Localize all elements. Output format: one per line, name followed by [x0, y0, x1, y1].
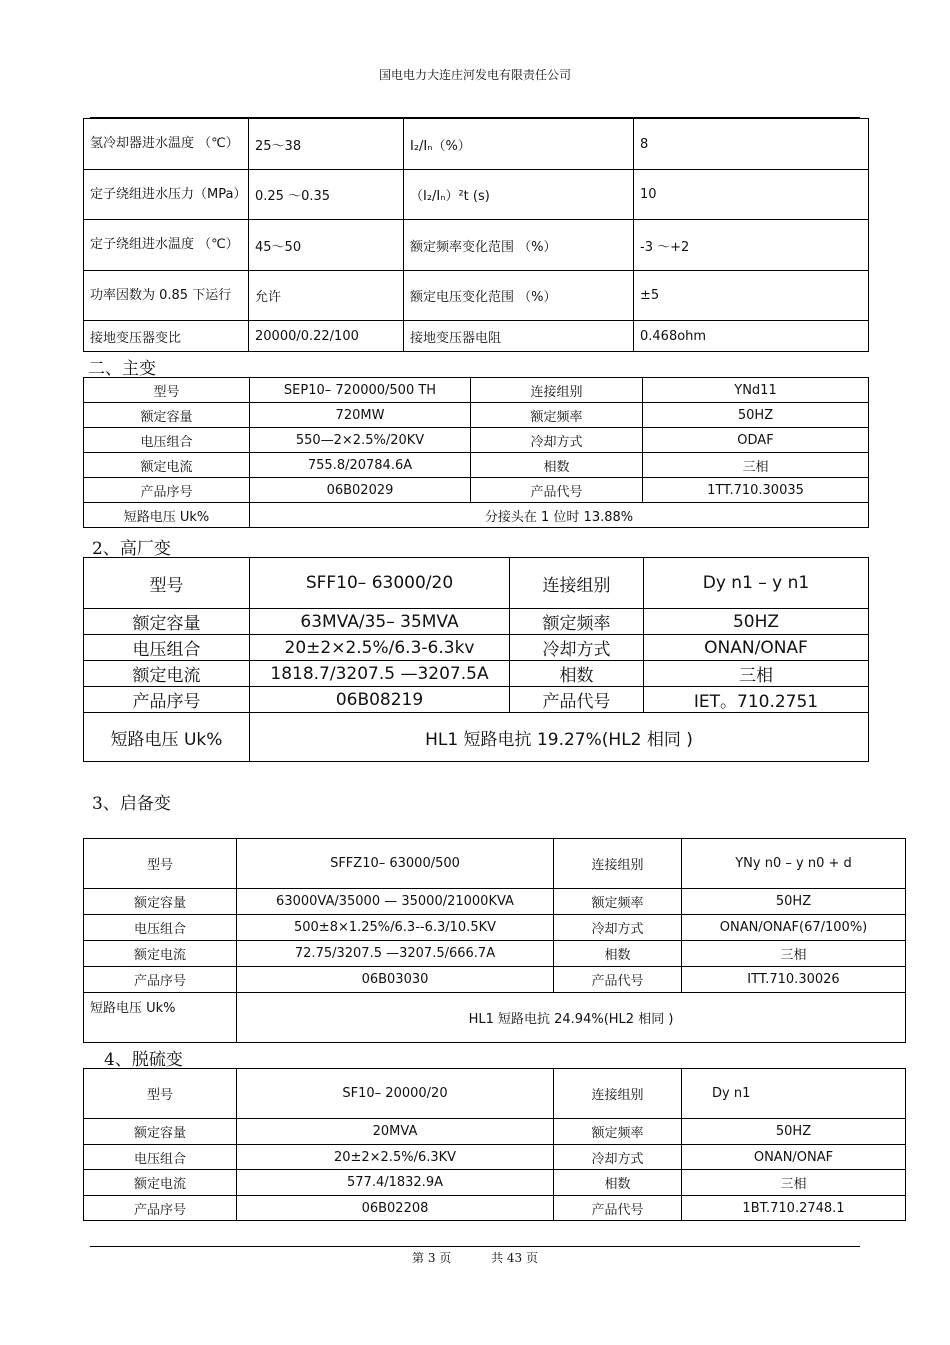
cell: 额定电流 — [84, 941, 237, 967]
table-row — [84, 403, 869, 428]
table-row — [84, 271, 869, 321]
table-row — [84, 661, 869, 687]
desulfurization-transformer-table — [83, 1068, 906, 1221]
cell: 定子绕组进水温度 （℃） — [84, 220, 249, 271]
page-number: 第 3 页 — [412, 1251, 452, 1265]
cell: 额定电流 — [84, 1170, 237, 1196]
cell: SF10– 20000/20 — [237, 1069, 554, 1119]
section-title-station-transformer: 2、高厂变 — [92, 539, 171, 559]
cell: 短路电压 Uk% — [84, 713, 250, 762]
cell: 额定容量 — [84, 609, 250, 635]
cell: 72.75/3207.5 —3207.5/666.7A — [237, 941, 554, 967]
table-row — [84, 889, 906, 915]
cell: 三相 — [682, 1170, 906, 1196]
cell: 63000VA/35000 — 35000/21000KVA — [237, 889, 554, 915]
footer-rule — [90, 1246, 860, 1247]
table-row — [84, 993, 906, 1043]
table-row — [84, 119, 869, 170]
cell: 1BT.710.2748.1 — [682, 1196, 906, 1221]
cell: 550—2×2.5%/20KV — [250, 428, 471, 453]
table-row — [84, 635, 869, 661]
cell: 短路电压 Uk% — [84, 503, 250, 528]
page-footer — [0, 1249, 950, 1266]
cell: 06B02029 — [250, 478, 471, 503]
cell: 20MVA — [237, 1119, 554, 1145]
cell: 额定容量 — [84, 1119, 237, 1145]
table-row — [84, 839, 906, 889]
cell: 冷却方式 — [471, 428, 643, 453]
cell: 产品代号 — [471, 478, 643, 503]
cell: 0.25 ～0.35 — [249, 170, 404, 220]
cell: 分接头在 1 位时 13.88% — [250, 503, 869, 528]
cell: （I₂/Iₙ）²t (s) — [404, 170, 634, 220]
cell: ITT.710.30026 — [682, 967, 906, 993]
cell: 06B03030 — [237, 967, 554, 993]
generator-params-table — [83, 118, 869, 352]
cell: 产品代号 — [554, 967, 682, 993]
cell: 8 — [634, 119, 869, 170]
cell: 连接组别 — [510, 558, 644, 609]
cell: 接地变压器变比 — [84, 321, 249, 352]
cell: 相数 — [554, 1170, 682, 1196]
cell: 1818.7/3207.5 —3207.5A — [250, 661, 510, 687]
cell: 电压组合 — [84, 1145, 237, 1170]
cell: 额定频率 — [554, 889, 682, 915]
cell: 25～38 — [249, 119, 404, 170]
cell: Dy n1 — [682, 1069, 906, 1119]
cell: 三相 — [682, 941, 906, 967]
cell: 额定容量 — [84, 889, 237, 915]
cell: 额定频率 — [554, 1119, 682, 1145]
table-row — [84, 915, 906, 941]
table-row — [84, 1119, 906, 1145]
cell: 产品代号 — [510, 687, 644, 713]
cell: 电压组合 — [84, 635, 250, 661]
main-transformer-table — [83, 377, 869, 528]
cell: SFF10– 63000/20 — [250, 558, 510, 609]
cell: 氢冷却器进水温度 （℃） — [84, 119, 249, 170]
cell: 额定电压变化范围 （%） — [404, 271, 634, 321]
table-row — [84, 378, 869, 403]
page-total: 共 43 页 — [491, 1251, 538, 1265]
cell: 产品序号 — [84, 1196, 237, 1221]
page-header: 国电电力大连庄河发电有限责任公司 — [378, 68, 571, 82]
table-row — [84, 967, 906, 993]
cell: 产品序号 — [84, 478, 250, 503]
station-transformer-table — [83, 557, 869, 762]
cell: 定子绕组进水压力（MPa） — [84, 170, 249, 220]
cell: 63MVA/35– 35MVA — [250, 609, 510, 635]
cell: 电压组合 — [84, 915, 237, 941]
cell: 冷却方式 — [510, 635, 644, 661]
cell: 型号 — [84, 558, 250, 609]
cell: YNd11 — [643, 378, 869, 403]
cell: 0.468ohm — [634, 321, 869, 352]
cell: 产品序号 — [84, 687, 250, 713]
table-row — [84, 453, 869, 478]
table-row — [84, 503, 869, 528]
cell: HL1 短路电抗 24.94%(HL2 相同 ) — [237, 993, 906, 1043]
cell: 额定频率变化范围 （%） — [404, 220, 634, 271]
cell: 50HZ — [643, 403, 869, 428]
cell: 20±2×2.5%/6.3KV — [237, 1145, 554, 1170]
cell: 型号 — [84, 378, 250, 403]
table-row — [84, 1170, 906, 1196]
table-row — [84, 941, 906, 967]
cell: 连接组别 — [471, 378, 643, 403]
table-row — [84, 428, 869, 453]
cell: YNy n0 – y n0 + d — [682, 839, 906, 889]
cell: I₂/Iₙ（%） — [404, 119, 634, 170]
section-title-standby-transformer: 3、启备变 — [92, 794, 171, 814]
cell: 电压组合 — [84, 428, 250, 453]
cell: 连接组别 — [554, 839, 682, 889]
cell: HL1 短路电抗 19.27%(HL2 相同 ) — [250, 713, 869, 762]
table-row — [84, 220, 869, 271]
cell: 产品序号 — [84, 967, 237, 993]
cell: 50HZ — [682, 889, 906, 915]
cell: 冷却方式 — [554, 1145, 682, 1170]
cell: 500±8×1.25%/6.3--6.3/10.5KV — [237, 915, 554, 941]
cell: 45～50 — [249, 220, 404, 271]
cell: ONAN/ONAF — [682, 1145, 906, 1170]
cell: 20000/0.22/100 — [249, 321, 404, 352]
cell: 额定容量 — [84, 403, 250, 428]
cell: IET。710.2751 — [644, 687, 869, 713]
cell: 三相 — [644, 661, 869, 687]
table-row — [84, 170, 869, 220]
cell: ±5 — [634, 271, 869, 321]
section-title-desulfurization-transformer: 4、脱硫变 — [104, 1050, 183, 1070]
cell: 三相 — [643, 453, 869, 478]
cell: ONAN/ONAF(67/100%) — [682, 915, 906, 941]
cell: 577.4/1832.9A — [237, 1170, 554, 1196]
table-row — [84, 1196, 906, 1221]
cell: 额定电流 — [84, 661, 250, 687]
cell: SEP10– 720000/500 TH — [250, 378, 471, 403]
table-row — [84, 1145, 906, 1170]
cell: SFFZ10– 63000/500 — [237, 839, 554, 889]
section-title-main-transformer: 二、主变 — [88, 359, 156, 379]
cell: 短路电压 Uk% — [84, 993, 237, 1043]
cell: 型号 — [84, 1069, 237, 1119]
cell: 20±2×2.5%/6.3-6.3kv — [250, 635, 510, 661]
cell: -3 ～+2 — [634, 220, 869, 271]
cell: ONAN/ONAF — [644, 635, 869, 661]
cell: 相数 — [554, 941, 682, 967]
table-row — [84, 609, 869, 635]
cell: 06B02208 — [237, 1196, 554, 1221]
cell: 连接组别 — [554, 1069, 682, 1119]
cell: 额定频率 — [471, 403, 643, 428]
cell: 接地变压器电阻 — [404, 321, 634, 352]
cell: 允许 — [249, 271, 404, 321]
table-row — [84, 558, 869, 609]
cell: 50HZ — [644, 609, 869, 635]
cell: 相数 — [510, 661, 644, 687]
cell: 型号 — [84, 839, 237, 889]
cell: Dy n1 – y n1 — [644, 558, 869, 609]
table-row — [84, 321, 869, 352]
cell: 50HZ — [682, 1119, 906, 1145]
cell: 额定频率 — [510, 609, 644, 635]
cell: 720MW — [250, 403, 471, 428]
cell: 功率因数为 0.85 下运行 — [84, 271, 249, 321]
cell: 冷却方式 — [554, 915, 682, 941]
cell: 相数 — [471, 453, 643, 478]
cell: 06B08219 — [250, 687, 510, 713]
standby-transformer-table — [83, 838, 906, 1043]
cell: ODAF — [643, 428, 869, 453]
table-row — [84, 713, 869, 762]
cell: 产品代号 — [554, 1196, 682, 1221]
cell: 10 — [634, 170, 869, 220]
table-row — [84, 1069, 906, 1119]
cell: 额定电流 — [84, 453, 250, 478]
table-row — [84, 478, 869, 503]
cell: 755.8/20784.6A — [250, 453, 471, 478]
cell: 1TT.710.30035 — [643, 478, 869, 503]
table-row — [84, 687, 869, 713]
